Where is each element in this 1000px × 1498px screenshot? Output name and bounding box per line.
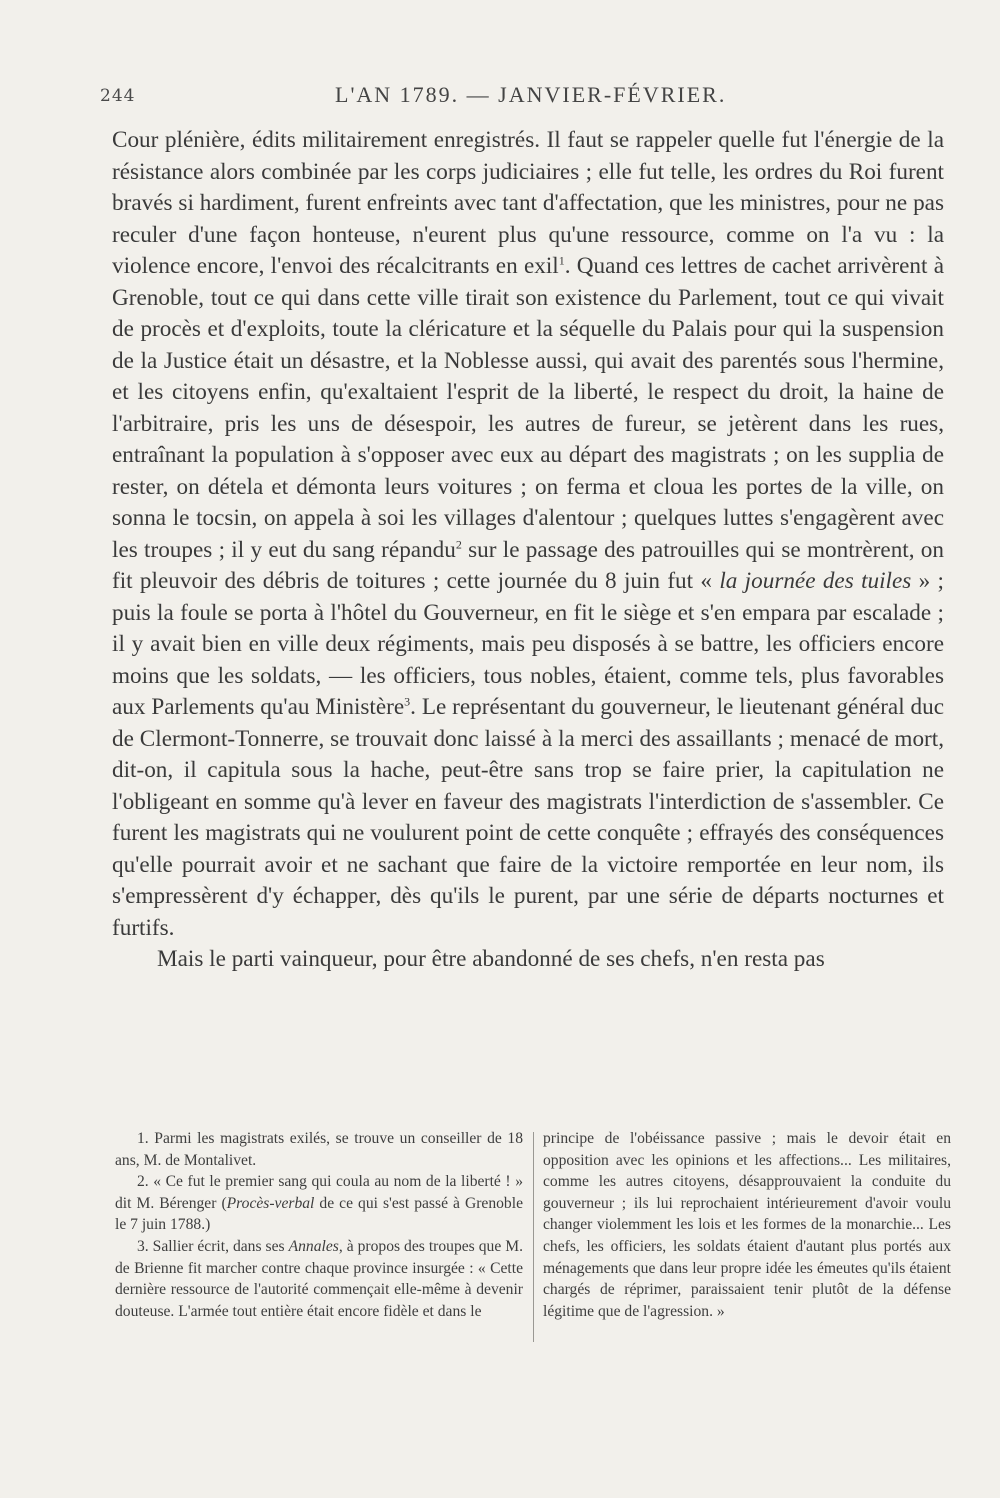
italic-phrase: la journée des tuiles xyxy=(719,568,912,594)
footnotes-left-column xyxy=(115,1128,523,1322)
page-number: 244 xyxy=(100,86,136,106)
footnotes xyxy=(115,1128,951,1348)
footnote-1: 1. Parmi les magistrats exilés, se trouve un conseiller de 18 ans, M. de Montalivet. xyxy=(115,1130,523,1169)
footnote-3 xyxy=(115,1236,523,1322)
footnotes-right-column xyxy=(543,1128,951,1322)
footnote-3-continued: principe de l'obéissance passive ; mais le devoir était en opposition avec les opinions et les affections... Les militaires, comme les autres citoyens, désapprouvaient la conduite du gouverneur ; ils lui reprochaient intérieurement d'avoir voulu changer violemment les lois et les formes de la monarchie... Les chefs, les officiers, les soldats étaient d'autant plus portés aux ménagements que dans leur propre idée les émeutes qu'ils étaient chargés de réprimer, paraissaient tenir plutôt de la défense légitime que de l'agression. » xyxy=(543,1130,951,1320)
running-title: L'AN 1789. — JANVIER-FÉVRIER. xyxy=(335,82,727,107)
paragraph-1 xyxy=(112,125,944,944)
text-run: 2. « Ce fut le premier sang qui coula au nom de la liberté ! » dit M. Bérenger ( xyxy=(115,1173,523,1212)
text-run: . Quand ces lettres de cachet arrivèrent à Grenoble, tout ce qui dans cette ville tirait son existence du Parlement, tout ce qui vivait de procès et d'exploits, toute la cléricature et la séquelle du Palais pour qui la suspension de la Justice était un désastre, et la Noblesse aussi, qui avait des parentés sous l'hermine, et les citoyens enfin, qu'exaltaient l'esprit de la liberté, le respect du droit, la haine de l'arbitraire, pris les uns de désespoir, les autres de fureur, se jetèrent dans les rues, entraînant la population à s'opposer avec eux au départ des magistrats ; on les supplia de rester, on détela et démonta leurs voitures ; on ferma et cloua les portes de la ville, on sonna le tocsin, on appela à soi les villages d'alentour ; quelques luttes s'engagèrent avec les troupes ; il y eut du sang répandu xyxy=(112,253,944,563)
text-run: 3. Sallier écrit, dans ses xyxy=(137,1237,289,1255)
text-run: Cour plénière, édits militairement enregistrés. Il faut se rappeler quelle fut l'énergie de la résistance alors combinée par les corps judiciaires ; elle fut telle, les ordres du Roi furent bravés si hardiment, furent enfreints avec tant d'affectation, que les ministres, pour ne pas reculer d'une façon honteuse, n'eurent plus qu'une ressource, comme on l'a vu : la violence encore, l'envoi des récalcitrants en exil xyxy=(112,127,944,279)
italic-title: Procès-verbal xyxy=(226,1194,315,1212)
footnote-ref-1: 1 xyxy=(558,253,565,268)
text-run: » ; puis la foule se porta à l'hôtel du Gouverneur, en fit le siège et s'en empara par escalade ; il y avait bien en ville deux régiments, mais peu disposés à se battre, les officiers encore moins que les soldats, — les officiers, tous nobles, étaient, comme tels, plus favorables aux Parlements qu'au Ministère xyxy=(112,568,944,720)
column-divider xyxy=(533,1132,534,1342)
text-run: sur le passage des patrouilles qui se montrèrent, on fit pleuvoir des débris de toitures ; cette journée du 8 juin fut « xyxy=(112,536,944,594)
footnote-ref-3: 3 xyxy=(404,694,411,709)
text-run: de ce qui s'est passé à Grenoble le 7 juin 1788.) xyxy=(115,1194,523,1234)
footnote-2 xyxy=(115,1171,523,1236)
text-run: . Le représentant du gouverneur, le lieutenant général duc de Clermont-Tonnerre, se trouvait donc laissé à la merci des assaillants ; menacé de mort, dit-on, il capitula sous la hache, peut-être sans trop se faire prier, la capitulation ne l'obligeant en somme qu'à lever en faveur des magistrats l'interdiction de s'assembler. Ce furent les magistrats qui ne voulurent point de cette conquête ; effrayés des conséquences qu'elle pourrait avoir et ne sachant que faire de la victoire remportée en leur nom, ils s'empressèrent d'y échapper, dès qu'ils le purent, par une série de départs nocturnes et furtifs. xyxy=(112,694,944,941)
text-run: , à propos des troupes que M. de Brienne fit marcher contre chaque province insurgée : « Cette dernière ressource de l'autorité commençait elle-même à devenir douteuse. L'armée tout entière était encore fidèle et dans le xyxy=(115,1237,523,1320)
running-head xyxy=(100,82,727,112)
paragraph-2: Mais le parti vainqueur, pour être abandonné de ses chefs, n'en resta pas xyxy=(157,946,825,972)
main-text xyxy=(112,125,944,976)
footnote-ref-2: 2 xyxy=(455,536,462,551)
italic-title: Annales xyxy=(288,1237,339,1255)
